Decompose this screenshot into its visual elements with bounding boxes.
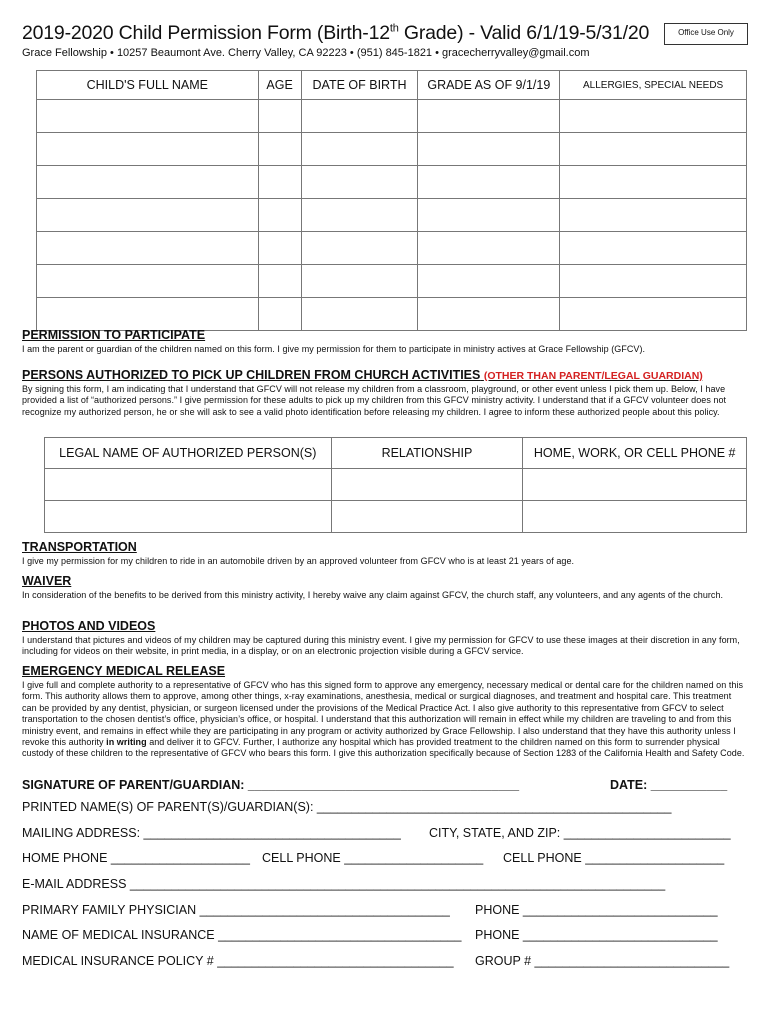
- waiver-text: In consideration of the benefits to be derived from this ministry activity, I hereby waive any claim against GFCV, the church staff, any volunteers, and any agents of the church.: [22, 590, 724, 600]
- date-label: DATE: ___________: [610, 778, 728, 792]
- allergies-cell[interactable]: [560, 166, 747, 199]
- authorized-persons-table: [44, 437, 747, 533]
- authorized-text: By signing this form, I am indicating that I understand that GFCV will not release my children from a classroom, playground, or other event unless I pick them up. Below, I have provided a list of “authorized persons.” I give permission for these adults to pick up my children from this GFCV ministry activity. I understand that if a GFCV volunteer does not recognize my authorized person, he or she will ask to see a valid photo identification before releasing my children. I agree to inform these authorized people about this policy.: [22, 384, 727, 417]
- dob-cell[interactable]: [301, 133, 418, 166]
- relationship-cell[interactable]: [331, 501, 523, 533]
- age-cell[interactable]: [258, 166, 301, 199]
- home-phone-field[interactable]: HOME PHONE ____________________: [22, 851, 250, 865]
- grade-cell[interactable]: [418, 199, 560, 232]
- table-row: [37, 100, 747, 133]
- printed-names-field[interactable]: PRINTED NAME(S) OF PARENT(S)/GUARDIAN(S): ___________________________________________________: [22, 800, 672, 814]
- child-name-cell[interactable]: [37, 232, 259, 265]
- col-childs-full-name: CHILD'S FULL NAME: [37, 71, 259, 100]
- col-allergies: ALLERGIES, SPECIAL NEEDS: [560, 71, 747, 100]
- contact-line: Grace Fellowship • 10257 Beaumont Ave. Cherry Valley, CA 92223 • (951) 845-1821 • gracecherryvalley@gmail.com: [22, 47, 590, 59]
- date-field[interactable]: [610, 778, 727, 792]
- office-use-box: Office Use Only: [664, 23, 748, 45]
- transportation-text: I give my permission for my children to ride in an automobile driven by an approved volunteer from GFCV who is at least 21 years of age.: [22, 556, 575, 566]
- col-relationship: RELATIONSHIP: [331, 438, 523, 469]
- title-main: 2019-2020 Child Permission Form (Birth-12: [22, 22, 390, 44]
- allergies-cell[interactable]: [560, 100, 747, 133]
- table-row: [37, 199, 747, 232]
- signature-label: SIGNATURE OF PARENT/GUARDIAN: _______________________________________: [22, 778, 520, 792]
- col-legal-name: LEGAL NAME OF AUTHORIZED PERSON(S): [45, 438, 332, 469]
- dob-cell[interactable]: [301, 166, 418, 199]
- dob-cell[interactable]: [301, 265, 418, 298]
- title-superscript: th: [389, 22, 399, 35]
- photos-heading: PHOTOS AND VIDEOS: [22, 619, 156, 633]
- table-row: [37, 298, 747, 331]
- table-row: [45, 501, 747, 533]
- mailing-address-field[interactable]: MAILING ADDRESS: _____________________________________: [22, 826, 401, 840]
- child-name-cell[interactable]: [37, 166, 259, 199]
- title-rest: Grade) - Valid 6/1/19-5/31/20: [398, 22, 650, 44]
- physician-phone-field[interactable]: PHONE ____________________________: [475, 903, 718, 917]
- authorized-name-cell[interactable]: [45, 469, 332, 501]
- children-table: [36, 70, 747, 331]
- medical-text-b: and deliver it to GFCV. Further, I authorize any hospital which has provided treatment to the children named on this form to surrender physical custody of these children to the representative of GFCV who bears this form. I give this authorization specifically because of Section 1283 of the California Health and Safety Code.: [22, 737, 745, 759]
- age-cell[interactable]: [258, 265, 301, 298]
- city-state-zip-field[interactable]: CITY, STATE, AND ZIP: ________________________: [429, 826, 731, 840]
- photos-text: I understand that pictures and videos of my children may be captured during this ministry event. I give my permission for GFCV to use these images at their discretion in any form, including for videos on their website, in print media, in a display, or on an electronic projection visible during a GFCV service.: [22, 635, 740, 657]
- age-cell[interactable]: [258, 298, 301, 331]
- medical-text-bold: in writing: [106, 737, 147, 748]
- age-cell[interactable]: [258, 100, 301, 133]
- cell-phone-field-2[interactable]: CELL PHONE ____________________: [503, 851, 725, 865]
- signature-field[interactable]: [22, 778, 519, 792]
- policy-number-field[interactable]: MEDICAL INSURANCE POLICY # __________________________________: [22, 954, 454, 968]
- insurance-name-field[interactable]: NAME OF MEDICAL INSURANCE ___________________________________: [22, 928, 462, 942]
- grade-cell[interactable]: [418, 133, 560, 166]
- dob-cell[interactable]: [301, 298, 418, 331]
- transportation-heading: TRANSPORTATION: [22, 540, 137, 554]
- grade-cell[interactable]: [418, 100, 560, 133]
- authorized-name-cell[interactable]: [45, 501, 332, 533]
- allergies-cell[interactable]: [560, 265, 747, 298]
- phone-cell[interactable]: [523, 469, 747, 501]
- col-phone: HOME, WORK, OR CELL PHONE #: [523, 438, 747, 469]
- grade-cell[interactable]: [418, 298, 560, 331]
- dob-cell[interactable]: [301, 232, 418, 265]
- relationship-cell[interactable]: [331, 469, 523, 501]
- table-row: [45, 469, 747, 501]
- authorized-heading: [22, 368, 703, 382]
- allergies-cell[interactable]: [560, 232, 747, 265]
- medical-heading: EMERGENCY MEDICAL RELEASE: [22, 664, 226, 678]
- authorized-heading-note: (OTHER THAN PARENT/LEGAL GUARDIAN): [483, 370, 703, 382]
- grade-cell[interactable]: [418, 166, 560, 199]
- child-name-cell[interactable]: [37, 133, 259, 166]
- allergies-cell[interactable]: [560, 133, 747, 166]
- authorized-heading-text: PERSONS AUTHORIZED TO PICK UP CHILDREN FROM CHURCH ACTIVITIES: [22, 368, 481, 382]
- authorized-table-header: [45, 438, 747, 469]
- child-name-cell[interactable]: [37, 265, 259, 298]
- table-row: [37, 265, 747, 298]
- medical-text: [22, 680, 747, 760]
- col-date-of-birth: DATE OF BIRTH: [301, 71, 418, 100]
- child-name-cell[interactable]: [37, 199, 259, 232]
- col-age: AGE: [258, 71, 301, 100]
- waiver-heading: WAIVER: [22, 574, 72, 588]
- table-row: [37, 166, 747, 199]
- permission-text: I am the parent or guardian of the children named on this form. I give my permission for them to participate in ministry actives at Grace Fellowship (GFCV).: [22, 344, 646, 354]
- group-number-field[interactable]: GROUP # ____________________________: [475, 954, 730, 968]
- col-grade: GRADE AS OF 9/1/19: [418, 71, 560, 100]
- children-table-header: [37, 71, 747, 100]
- cell-phone-field-1[interactable]: CELL PHONE ____________________: [262, 851, 484, 865]
- child-name-cell[interactable]: [37, 100, 259, 133]
- dob-cell[interactable]: [301, 100, 418, 133]
- allergies-cell[interactable]: [560, 298, 747, 331]
- insurance-phone-field[interactable]: PHONE ____________________________: [475, 928, 718, 942]
- table-row: [37, 232, 747, 265]
- age-cell[interactable]: [258, 199, 301, 232]
- grade-cell[interactable]: [418, 265, 560, 298]
- email-field[interactable]: E-MAIL ADDRESS _____________________________________________________________________________: [22, 877, 666, 891]
- phone-cell[interactable]: [523, 501, 747, 533]
- allergies-cell[interactable]: [560, 199, 747, 232]
- medical-text-a: I give full and complete authority to a representative of GFCV who has this signed form to approve any emergency, necessary medical or dental care for the children named on this form. This authority allows them to approve, among other things, x-ray examinations, anesthesia, medical or surgical diagnoses, and treatment and hospital care. This treatment can be provided by any dentist, physician, or surgeon licensed under the provisions of the Medical Practice Act. I also give authority to this representative from GFCV to select transportation to the chosen dentist’s office, physician’s office, or hospital. I understand that this authorization will remain in effect while my children are traveling to and from this ministry event, and remains in effect while they are participating in any program or activity authorized by Grace Fellowship. I also understand that they have this authority unless I revoke this authority: [22, 680, 744, 748]
- form-title: [22, 22, 649, 45]
- table-row: [37, 133, 747, 166]
- dob-cell[interactable]: [301, 199, 418, 232]
- grade-cell[interactable]: [418, 232, 560, 265]
- age-cell[interactable]: [258, 232, 301, 265]
- child-name-cell[interactable]: [37, 298, 259, 331]
- physician-field[interactable]: PRIMARY FAMILY PHYSICIAN ____________________________________: [22, 903, 450, 917]
- age-cell[interactable]: [258, 133, 301, 166]
- permission-heading: PERMISSION TO PARTICIPATE: [22, 328, 206, 342]
